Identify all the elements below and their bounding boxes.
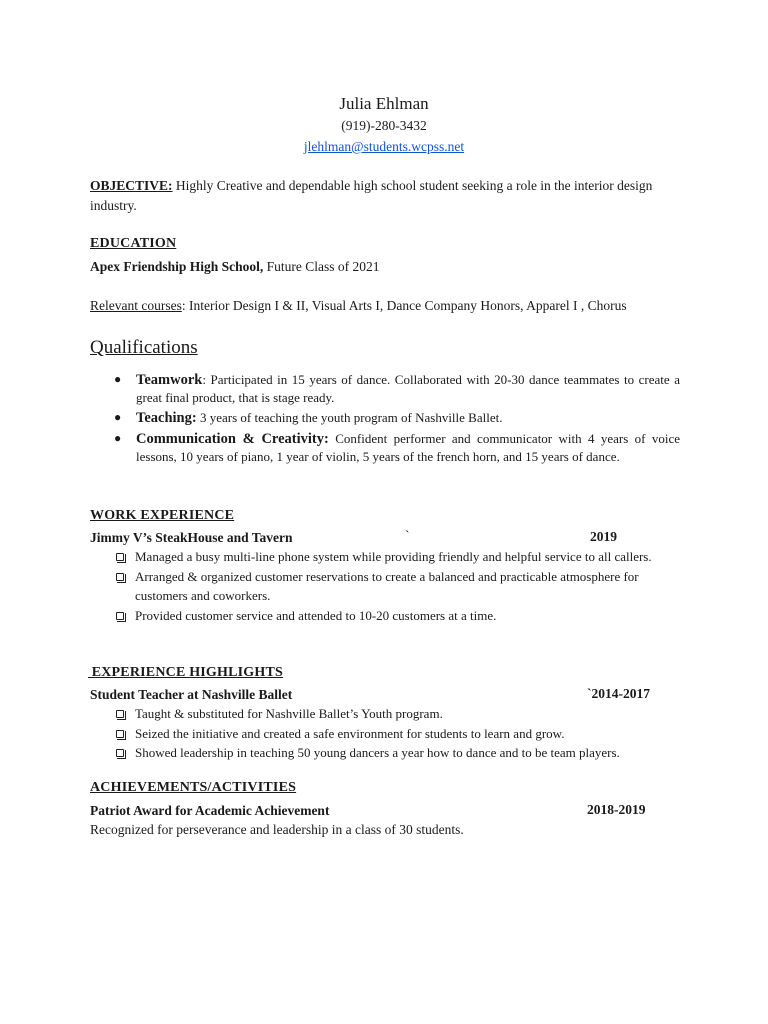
- school-name: Apex Friendship High School,: [90, 259, 264, 274]
- bullet-icon: ●: [114, 410, 122, 424]
- class-of: Future Class of 2021: [266, 259, 380, 274]
- objective-label: OBJECTIVE:: [90, 178, 173, 193]
- courses-label: Relevant courses: [90, 298, 182, 313]
- phone-number: (919)-280-3432: [341, 118, 427, 133]
- list-item: [114, 704, 680, 724]
- bullet-icon: ●: [114, 431, 122, 445]
- applicant-name: Julia Ehlman: [339, 94, 429, 113]
- bullet-text: Showed leadership in teaching 50 young dancers a year how to dance and to be team players.: [135, 745, 620, 760]
- work-experience-heading: WORK EXPERIENCE: [90, 508, 235, 523]
- highlight-bullets: [114, 704, 680, 763]
- award-description: Recognized for perseverance and leadership in a class of 30 students.: [90, 822, 464, 837]
- list-item: [114, 547, 680, 567]
- relevant-courses-line: [90, 296, 627, 315]
- bullet-text: Provided customer service and attended to 10-20 customers at a time.: [135, 607, 497, 623]
- email-line: [0, 139, 768, 155]
- checkbox-bullet-icon: [116, 730, 124, 738]
- award-years: 2018-2019: [587, 802, 646, 817]
- highlight-years: `2014-2017: [587, 686, 650, 701]
- checkbox-bullet-icon: [116, 553, 124, 561]
- education-heading: EDUCATION: [90, 236, 177, 251]
- courses-text: Interior Design I & II, Visual Arts I, Dance Company Honors, Apparel I , Chorus: [188, 298, 627, 313]
- qualification-lead: Teamwork: [136, 372, 203, 388]
- job-tick-mark: `: [405, 528, 410, 543]
- list-item: [114, 409, 680, 427]
- checkbox-bullet-icon: [116, 749, 124, 757]
- bullet-icon: ●: [114, 372, 122, 386]
- highlight-role: Student Teacher at Nashville Ballet: [90, 687, 293, 702]
- qualification-sep: :: [202, 372, 206, 387]
- experience-highlights-heading: EXPERIENCE HIGHLIGHTS: [88, 665, 283, 680]
- qualification-text: Confident performer and communicator with 4 years of voice lessons, 10 years of piano, 1 year of violin, 5 years of the french horn, and 15 years of dance.: [136, 431, 680, 464]
- list-item: [114, 567, 680, 606]
- list-item: [114, 371, 680, 406]
- bullet-text: Taught & substituted for Nashville Ballet’s Youth program.: [135, 706, 443, 721]
- qualification-lead: Teaching:: [136, 410, 197, 426]
- qualifications-heading: Qualifications: [90, 337, 198, 358]
- achievements-heading: ACHIEVEMENTS/ACTIVITIES: [90, 780, 297, 795]
- work-bullets: [114, 547, 680, 625]
- objective-text: Highly Creative and dependable high school student seeking a role in the interior design industry.: [90, 178, 653, 213]
- qualifications-list: [114, 371, 680, 468]
- list-item: [114, 724, 680, 744]
- email-link[interactable]: jlehlman@students.wcpss.net: [303, 139, 465, 154]
- job-title: Jimmy V’s SteakHouse and Tavern: [90, 530, 293, 545]
- bullet-text: Arranged & organized customer reservations to create a balanced and practicable atmosphere for customers and coworkers.: [135, 568, 639, 603]
- checkbox-bullet-icon: [116, 710, 124, 718]
- job-year: 2019: [590, 529, 617, 544]
- objective-section: [90, 176, 680, 216]
- bullet-text: Seized the initiative and created a safe environment for students to learn and grow.: [135, 725, 565, 741]
- list-item: [114, 430, 680, 465]
- courses-colon: :: [181, 298, 189, 313]
- education-school-line: [90, 257, 380, 276]
- list-item: [114, 606, 680, 626]
- checkbox-bullet-icon: [116, 573, 124, 581]
- award-name: Patriot Award for Academic Achievement: [90, 803, 330, 818]
- checkbox-bullet-icon: [116, 612, 124, 620]
- list-item: [114, 743, 680, 763]
- qualification-text: Participated in 15 years of dance. Collaborated with 20-30 dance teammates to create a great final product, that is stage ready.: [136, 372, 680, 405]
- qualification-lead: Communication & Creativity:: [136, 431, 329, 447]
- bullet-text: Managed a busy multi-line phone system while providing friendly and helpful service to all callers.: [135, 549, 652, 564]
- qualification-text: 3 years of teaching the youth program of Nashville Ballet.: [196, 410, 503, 425]
